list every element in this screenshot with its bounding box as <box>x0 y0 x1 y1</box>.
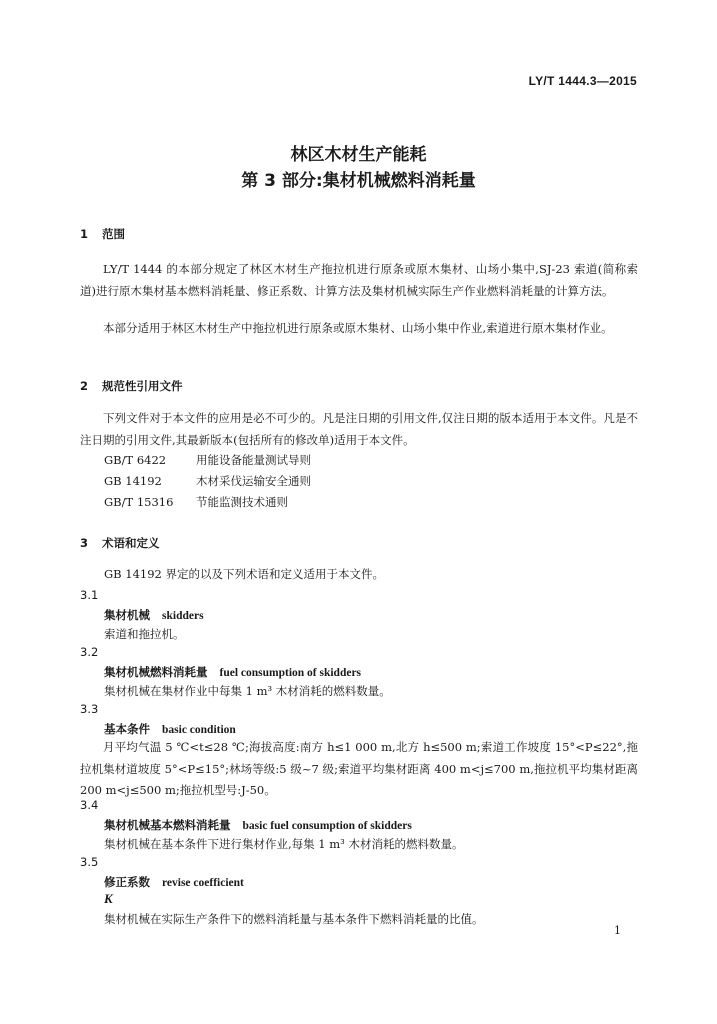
reference-name: 节能监测技术通则 <box>196 495 288 509</box>
term-chinese: 基本条件 <box>104 722 150 736</box>
reference-item <box>104 494 288 510</box>
term-number: 3.5 <box>80 855 99 869</box>
term-chinese: 集材机械基本燃料消耗量 <box>104 818 231 832</box>
document-id-header: LY/T 1444.3—2015 <box>528 74 637 88</box>
term-number: 3.4 <box>80 798 99 812</box>
term-chinese: 集材机械燃料消耗量 <box>104 665 208 679</box>
term-title <box>104 664 361 680</box>
term-english: fuel consumption of skidders <box>219 667 362 679</box>
term-definition: 集材机械在集材作业中每集 1 m³ 木材消耗的燃料数量。 <box>104 684 391 698</box>
section-1-paragraph-1: LY/T 1444 的本部分规定了林区木材生产拖拉机进行原条或原木集材、山场小集中,SJ-23 索道(简称索道)进行原木集材基本燃料消耗量、修正系数、计算方法及集材机械实际生产作业燃料消耗量的计算方法。 <box>80 262 638 298</box>
term-number: 3.3 <box>80 702 99 716</box>
section-1-paragraph-2: 本部分适用于林区木材生产中拖拉机进行原条或原木集材、山场小集中作业,索道进行原木集材作业。 <box>103 321 613 335</box>
section-3-intro: GB 14192 界定的以及下列术语和定义适用于本文件。 <box>104 567 385 581</box>
term-chinese: 集材机械 <box>104 608 150 622</box>
term-symbol: K <box>104 891 113 906</box>
section-number: 1 <box>80 227 89 241</box>
term-english: skidders <box>162 610 204 622</box>
section-title: 范围 <box>102 227 125 241</box>
term-number: 3.1 <box>80 588 99 602</box>
section-title: 术语和定义 <box>102 536 160 550</box>
term-title <box>104 817 412 833</box>
section-2-paragraph: 下列文件对于本文件的应用是必不可少的。凡是注日期的引用文件,仅注日期的版本适用于本文件。凡是不注日期的引用文件,其最新版本(包括所有的修改单)适用于本文件。 <box>80 411 638 447</box>
reference-item <box>104 452 311 468</box>
reference-code: GB 14192 <box>104 474 162 488</box>
document-title-line2: 第 3 部分:集材机械燃料消耗量 <box>241 171 476 191</box>
section-1-heading <box>80 226 125 242</box>
reference-code: GB/T 15316 <box>104 495 174 509</box>
reference-item <box>104 473 311 489</box>
reference-name: 木材采伐运输安全通则 <box>196 474 311 488</box>
section-number: 2 <box>80 379 89 393</box>
reference-code: GB/T 6422 <box>104 453 167 467</box>
term-title <box>104 721 236 737</box>
term-number: 3.2 <box>80 645 99 659</box>
term-english: basic condition <box>162 724 236 736</box>
term-english: revise coefficient <box>162 877 244 889</box>
term-english: basic fuel consumption of skidders <box>242 820 412 832</box>
section-title: 规范性引用文件 <box>102 379 183 393</box>
reference-name: 用能设备能量测试导则 <box>196 453 311 467</box>
section-2-heading <box>80 378 183 394</box>
document-title-line1: 林区木材生产能耗 <box>290 145 427 165</box>
term-title <box>104 874 244 890</box>
term-chinese: 修正系数 <box>104 875 150 889</box>
section-3-heading <box>80 535 160 551</box>
term-definition: 月平均气温 5 ℃<t≤28 ℃;海拔高度:南方 h≤1 000 m,北方 h≤500 m;索道工作坡度 15°<P≤22°,拖拉机集材道坡度 5°<P≤15°;林场等级:5 级~7 级;索道平均集材距离 400 m<j≤700 m,拖拉机平均集材距离 200 m<j≤500 m;拖拉机型号:J-50。 <box>80 740 638 797</box>
section-number: 3 <box>80 536 89 550</box>
term-definition: 索道和拖拉机。 <box>104 627 185 641</box>
page-number: 1 <box>614 924 621 937</box>
term-title <box>104 607 204 623</box>
term-definition: 集材机械在基本条件下进行集材作业,每集 1 m³ 木材消耗的燃料数量。 <box>104 837 464 851</box>
term-definition: 集材机械在实际生产条件下的燃料消耗量与基本条件下燃料消耗量的比值。 <box>104 912 484 926</box>
